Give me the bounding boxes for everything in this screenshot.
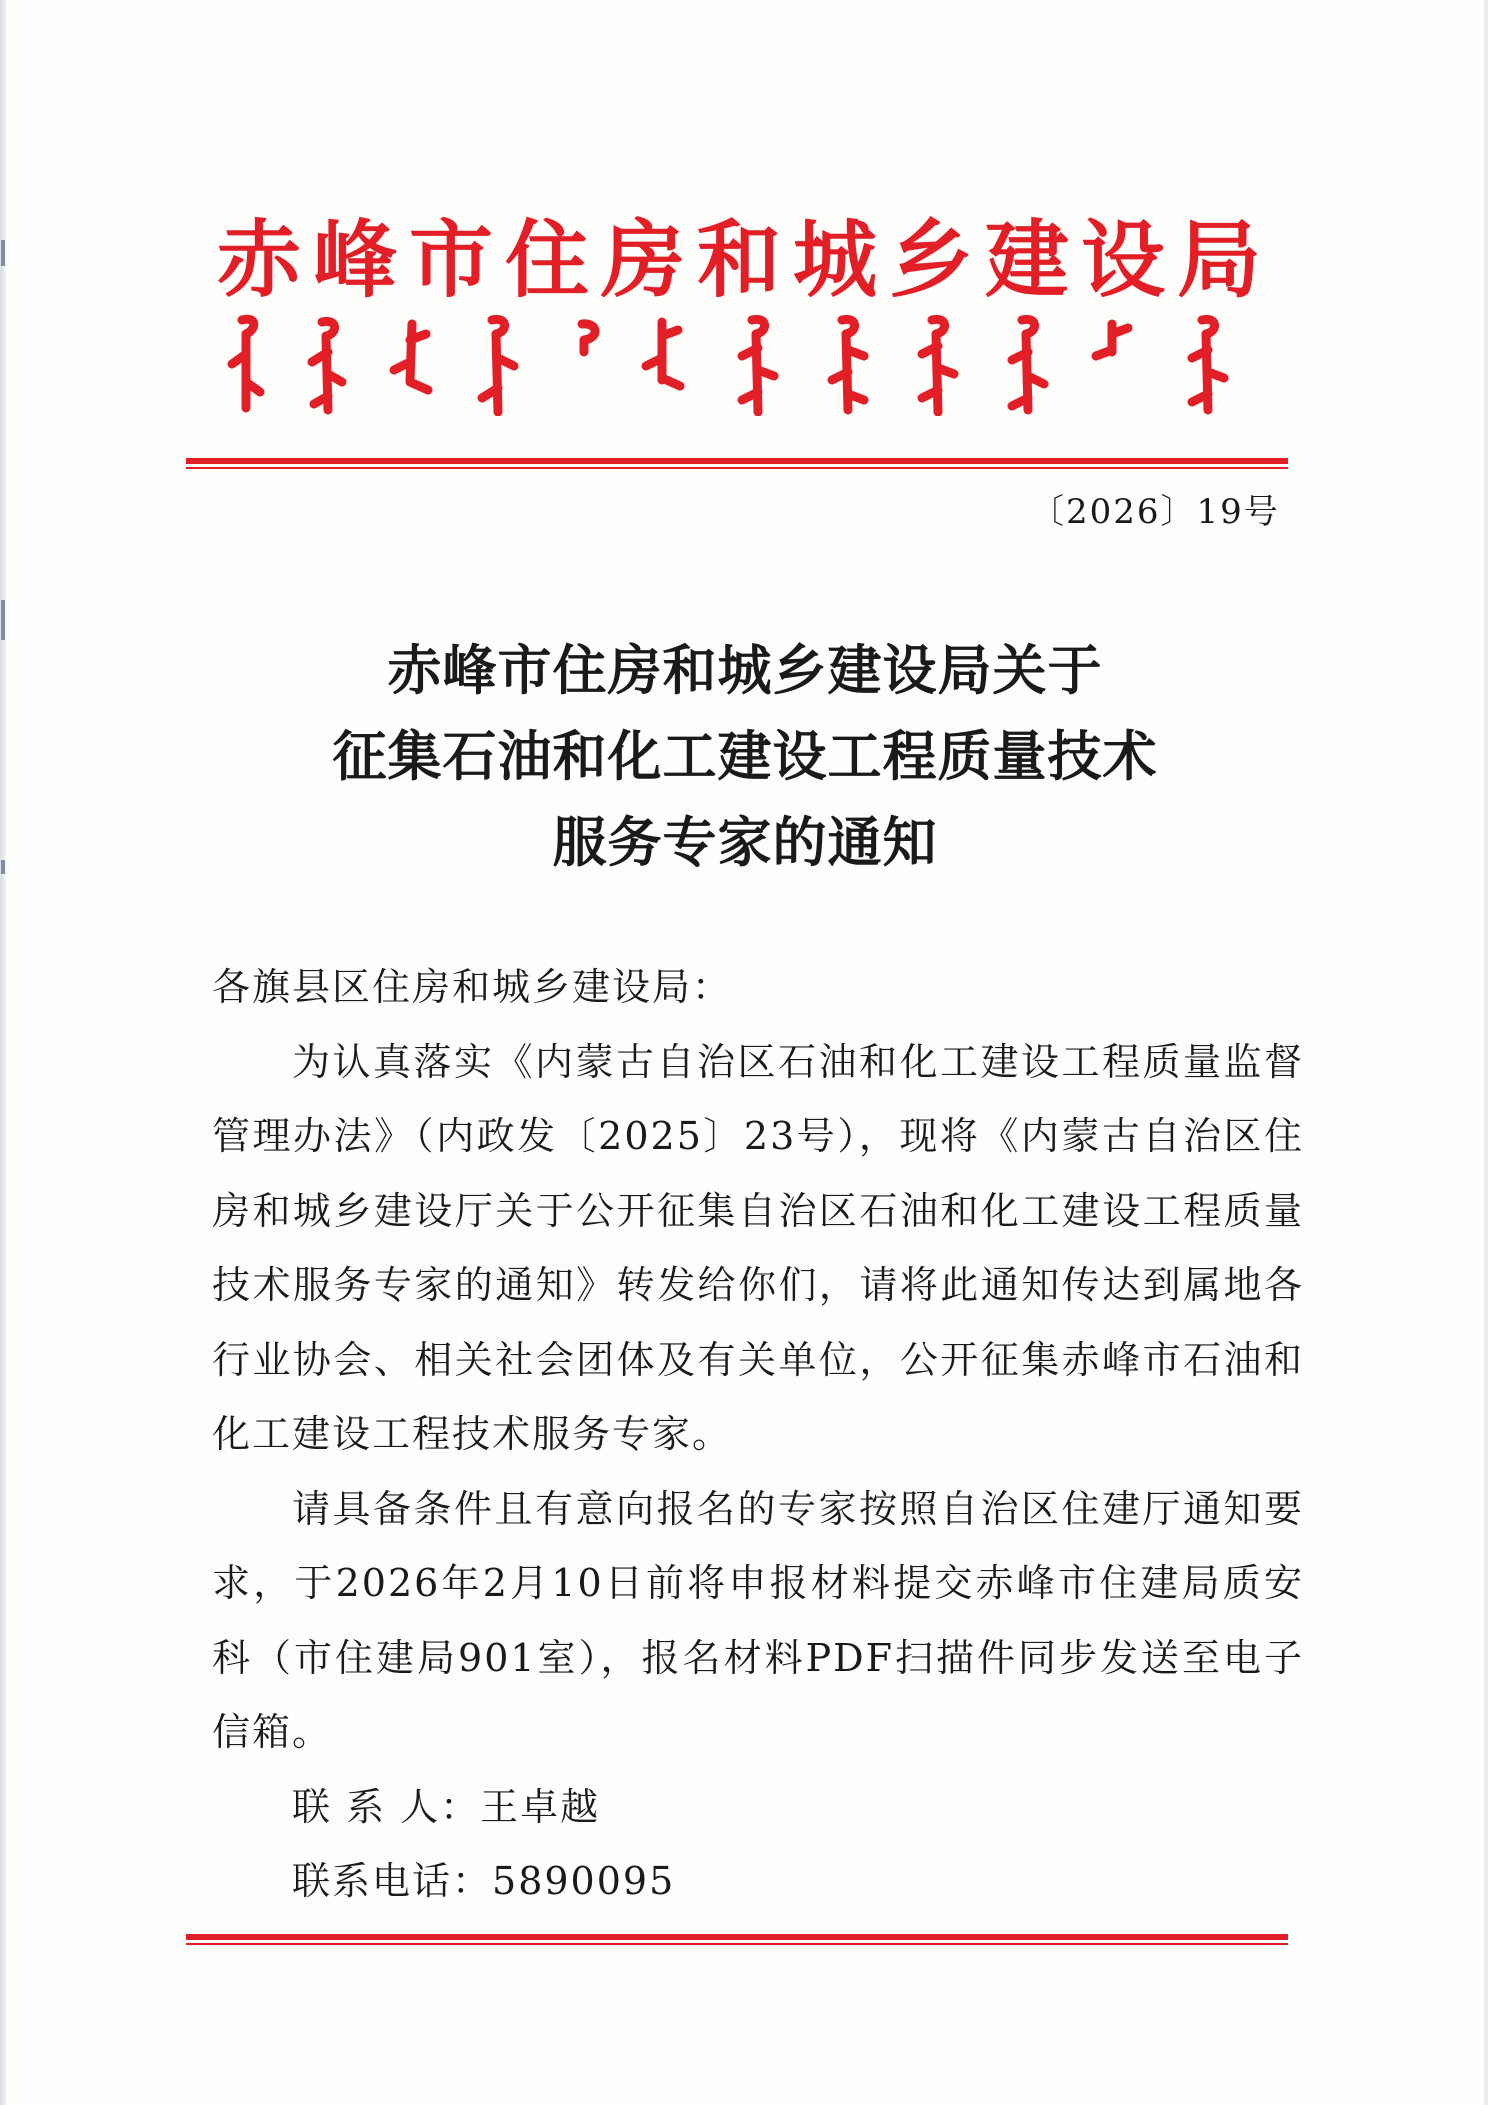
- contact-person: [212, 1770, 1304, 1845]
- notice-title: [190, 628, 1300, 886]
- notice-title-line: 服务专家的通知: [552, 811, 938, 874]
- salutation: 各旗县区住房和城乡建设局：: [212, 965, 733, 1009]
- contact-phone-label: 联系电话：: [292, 1859, 493, 1903]
- scan-mark: [1, 860, 5, 874]
- scan-edge-left: [0, 0, 6, 2105]
- scan-mark: [1, 240, 5, 266]
- scan-edge-right: [1484, 0, 1488, 2105]
- scan-mark: [1, 600, 5, 640]
- contact-phone: [212, 1844, 1304, 1919]
- notice-body: [212, 950, 1304, 1919]
- body-paragraph: 为认真落实《内蒙古自治区石油和化工建设工程质量监督管理办法》（内政发〔2025〕23号），现将《内蒙古自治区住房和城乡建设厅关于公开征集自治区石油和化工建设工程质量技术服务专家的通知》转发给你们，请将此通知传达到属地各行业协会、相关社会团体及有关单位，公开征集赤峰市石油和化工建设工程技术服务专家。: [212, 1039, 1304, 1456]
- mongolian-script-icon: [222, 312, 1242, 416]
- mongolian-script-graphic: [222, 312, 1242, 416]
- letterhead-divider: [186, 458, 1288, 469]
- letterhead-org-name: 赤峰市住房和城乡建设局: [216, 210, 1273, 309]
- notice-title-line: 赤峰市住房和城乡建设局关于: [387, 639, 1103, 702]
- footer-divider: [186, 1934, 1288, 1945]
- contact-person-label: 联 系 人：: [292, 1784, 481, 1829]
- body-paragraph: 请具备条件且有意向报名的专家按照自治区住建厅通知要求，于2026年2月10日前将申报材料提交赤峰市住建局质安科（市住建局901室），报名材料PDF扫描件同步发送至电子信箱。: [212, 1486, 1304, 1754]
- document-number: 〔2026〕19号: [1030, 492, 1280, 532]
- contact-phone-number: 5890095: [492, 1859, 676, 1903]
- contact-person-name: 王卓越: [480, 1784, 601, 1829]
- notice-title-line: 征集石油和化工建设工程质量技术: [332, 725, 1158, 788]
